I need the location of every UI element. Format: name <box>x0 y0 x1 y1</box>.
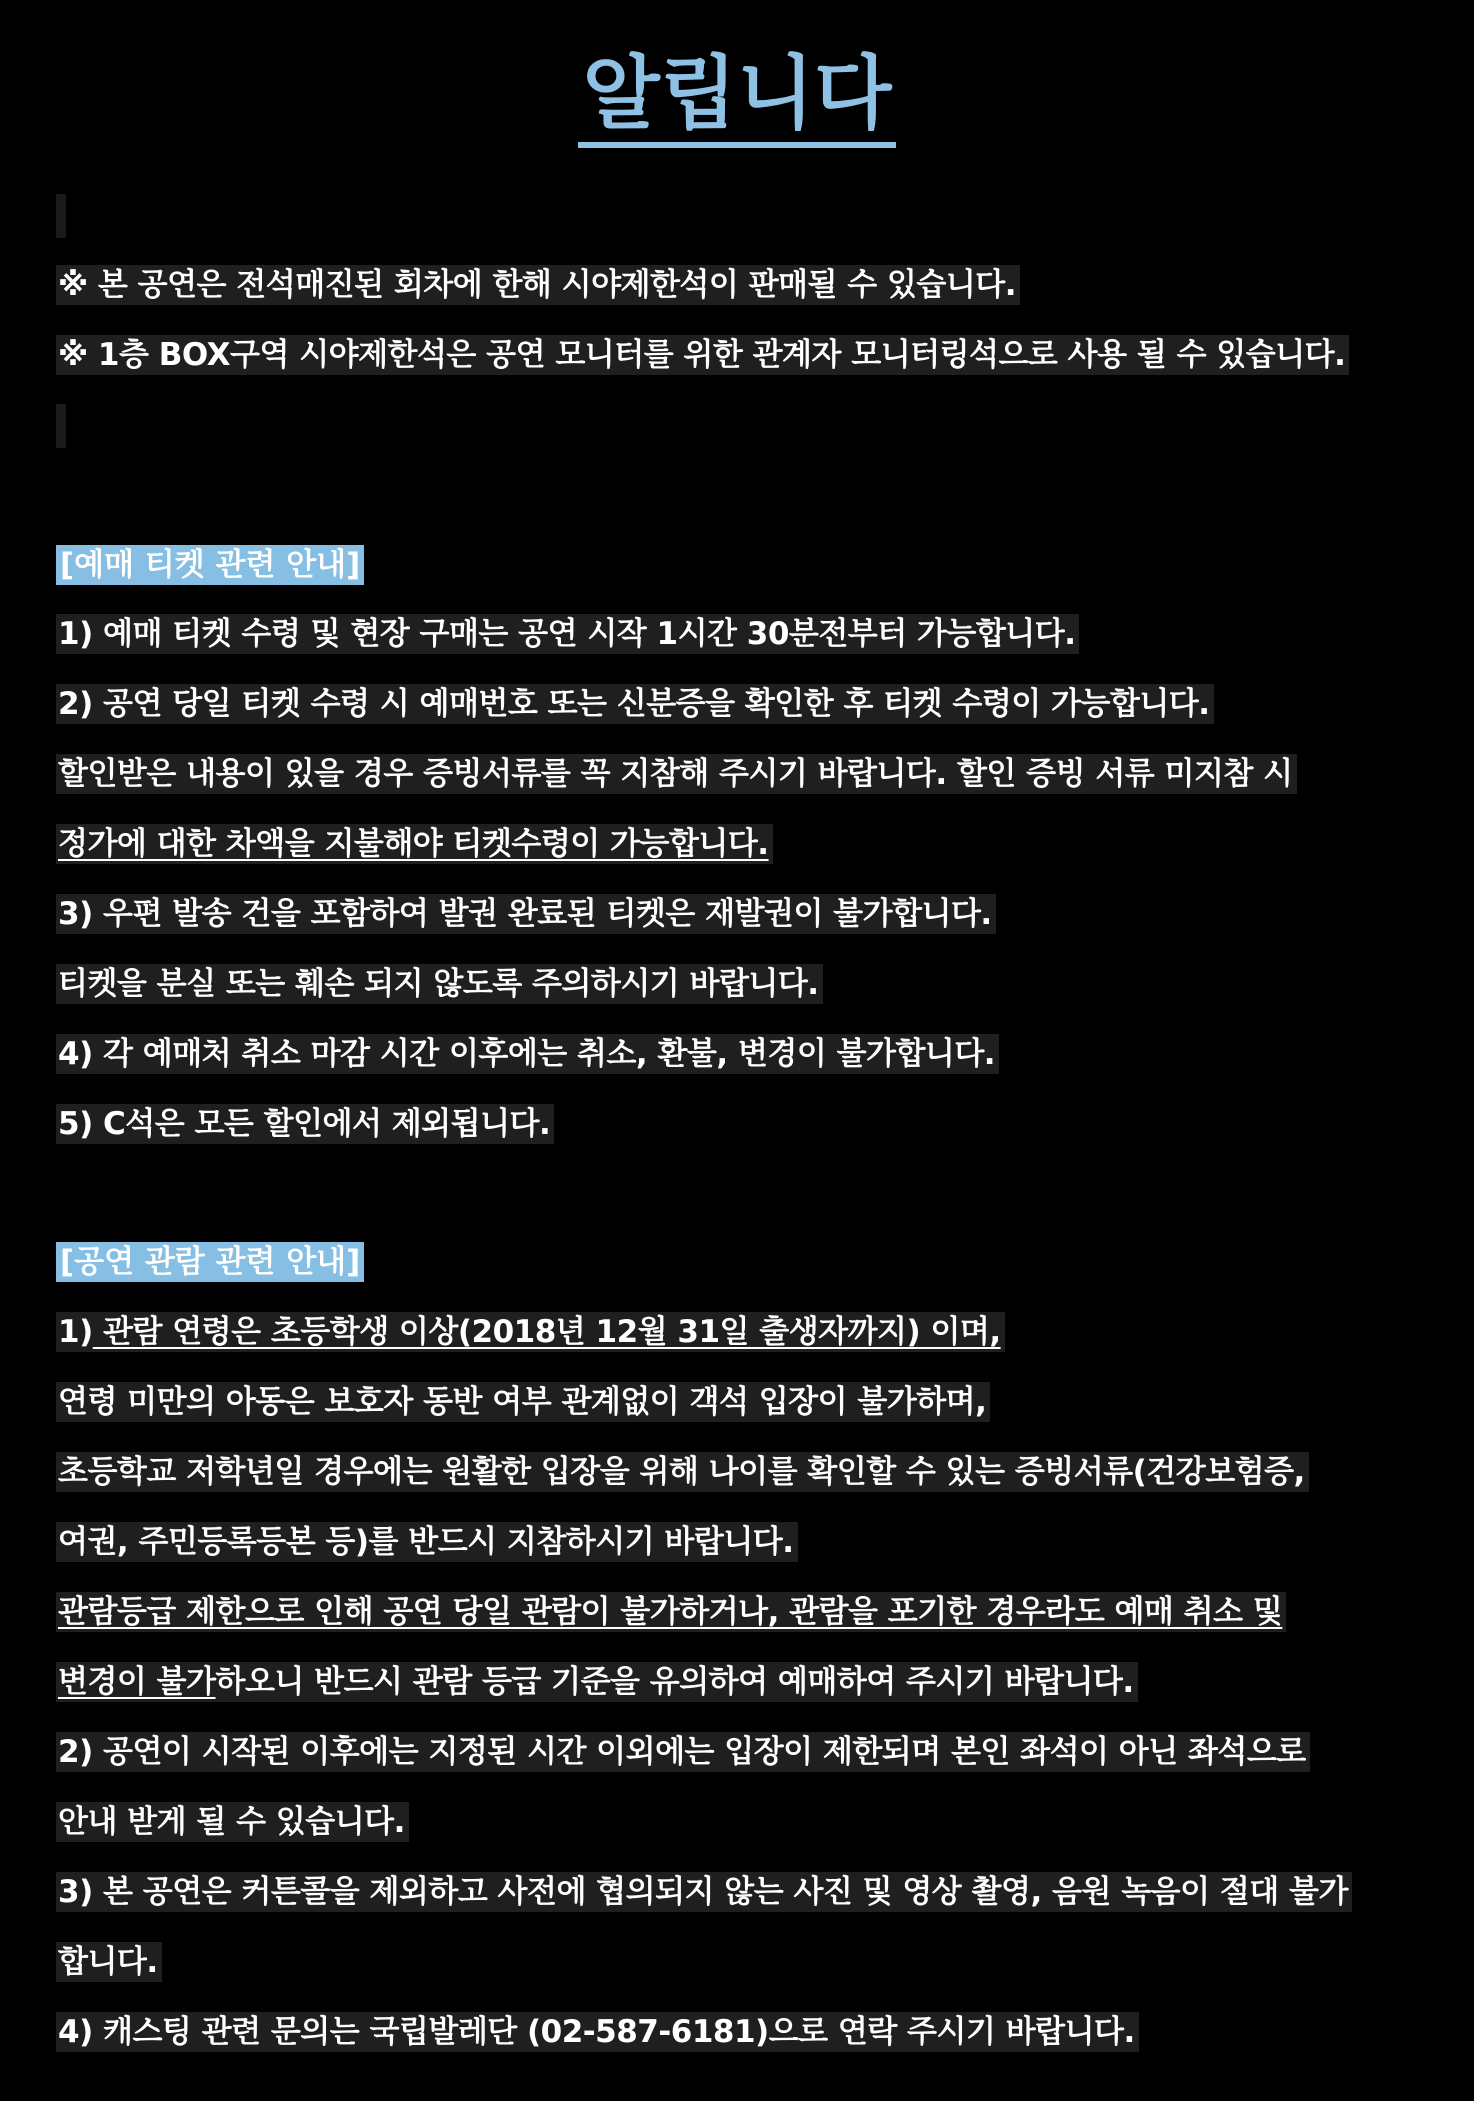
notice-text: ※ 1층 BOX구역 시야제한석은 공연 모니터를 위한 관계자 모니터링석으로 사용 될 수 있습니다. <box>56 335 1349 375</box>
ticket-line: 티켓을 분실 또는 훼손 되지 않도록 주의하시기 바랍니다. <box>56 960 823 1012</box>
viewing-line: 합니다. <box>56 1938 162 1990</box>
notice-line <box>56 331 1349 383</box>
ticket-line: 4) 각 예매처 취소 마감 시간 이후에는 취소, 환불, 변경이 불가합니다. <box>56 1030 999 1082</box>
ticket-line: 3) 우편 발송 건을 포함하여 발권 완료된 티켓은 재발권이 불가합니다. <box>56 890 996 942</box>
ticket-line: 1) 예매 티켓 수령 및 현장 구매는 공연 시작 1시간 30분전부터 가능합니다. <box>56 610 1079 662</box>
blank-line-marker <box>56 194 66 238</box>
ticket-line: 정가에 대한 차액을 지불해야 티켓수령이 가능합니다. <box>56 820 773 872</box>
viewing-line: 안내 받게 될 수 있습니다. <box>56 1798 409 1850</box>
viewing-line: 1) 관람 연령은 초등학생 이상(2018년 12월 31일 출생자까지) 이며, <box>56 1308 1005 1360</box>
ticket-line: 2) 공연 당일 티켓 수령 시 예매번호 또는 신분증을 확인한 후 티켓 수령이 가능합니다. <box>56 680 1214 732</box>
viewing-line: 3) 본 공연은 커튼콜을 제외하고 사전에 협의되지 않는 사진 및 영상 촬영, 음원 녹음이 절대 불가 <box>56 1868 1352 1920</box>
viewing-line: 초등학교 저학년일 경우에는 원활한 입장을 위해 나이를 확인할 수 있는 증빙서류(건강보험증, <box>56 1448 1309 1500</box>
page-title: 알립니다 <box>578 48 895 148</box>
viewing-line: 4) 캐스팅 관련 문의는 국립발레단 (02-587-6181)으로 연락 주시기 바랍니다. <box>56 2008 1139 2060</box>
notice-text: ※ 본 공연은 전석매진된 회차에 한해 시야제한석이 판매될 수 있습니다. <box>56 265 1020 305</box>
ticket-line: 5) C석은 모든 할인에서 제외됩니다. <box>56 1100 554 1152</box>
viewing-line: 2) 공연이 시작된 이후에는 지정된 시간 이외에는 입장이 제한되며 본인 좌석이 아닌 좌석으로 <box>56 1728 1310 1780</box>
blank-line-marker <box>56 404 66 448</box>
ticket-line: 할인받은 내용이 있을 경우 증빙서류를 꼭 지참해 주시기 바랍니다. 할인 증빙 서류 미지참 시 <box>56 750 1297 802</box>
viewing-line: 여권, 주민등록등본 등)를 반드시 지참하시기 바랍니다. <box>56 1518 798 1570</box>
viewing-line: 연령 미만의 아동은 보호자 동반 여부 관계없이 객석 입장이 불가하며, <box>56 1378 990 1430</box>
title-container <box>0 48 1474 148</box>
viewing-line: 관람등급 제한으로 인해 공연 당일 관람이 불가하거나, 관람을 포기한 경우라도 예매 취소 및 <box>56 1588 1286 1640</box>
ticket-section-heading: [예매 티켓 관련 안내] <box>56 541 364 593</box>
viewing-section-heading: [공연 관람 관련 안내] <box>56 1238 364 1290</box>
notice-line <box>56 261 1020 313</box>
viewing-line: 변경이 불가하오니 반드시 관람 등급 기준을 유의하여 예매하여 주시기 바랍니다. <box>56 1658 1138 1710</box>
